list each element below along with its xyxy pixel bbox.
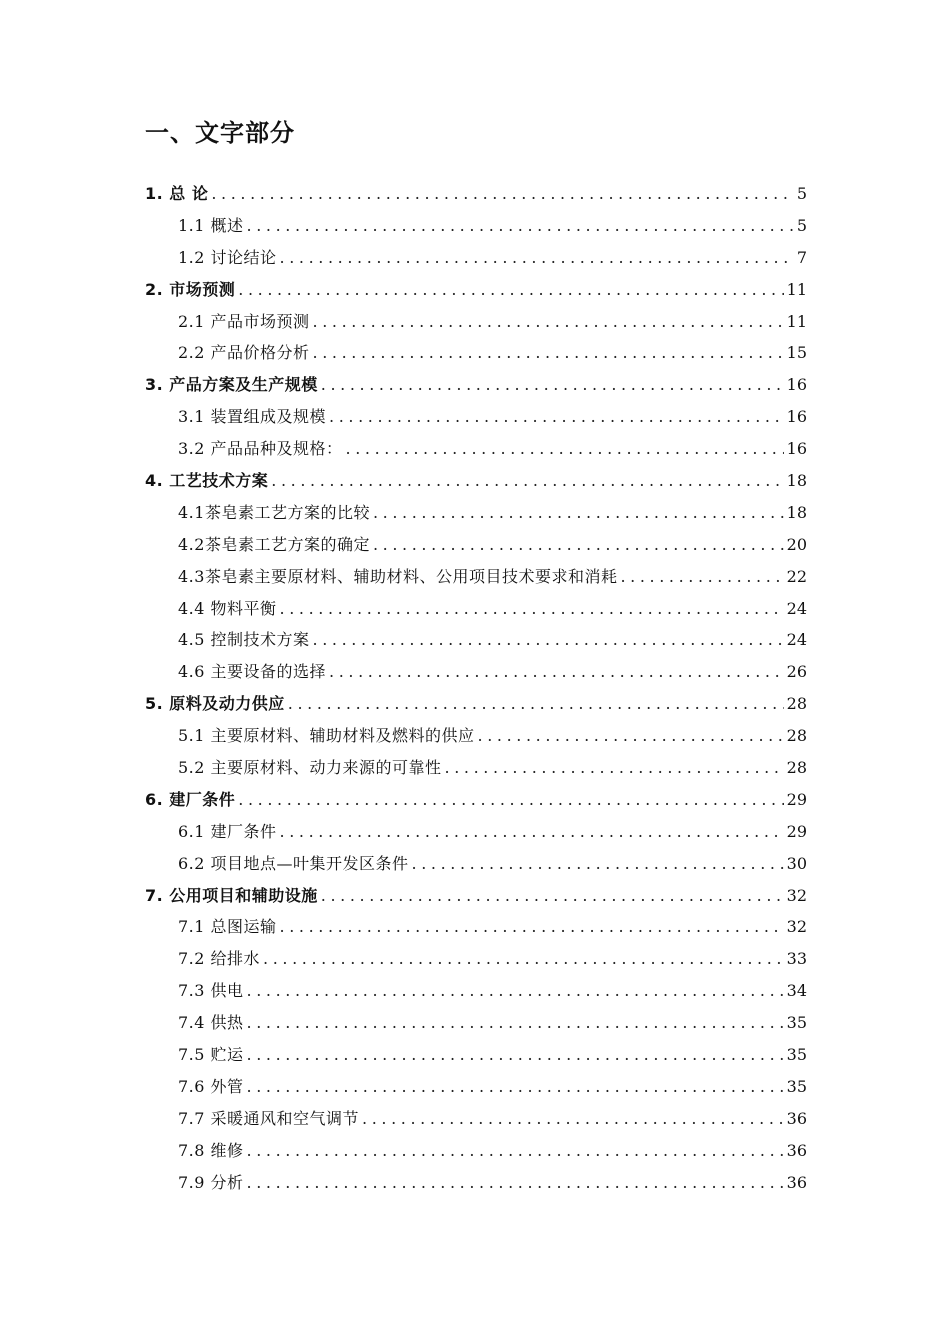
- toc-section-entry[interactable]: [145, 436, 807, 468]
- toc-dot-leader: [321, 375, 784, 394]
- toc-dot-leader: [346, 439, 784, 458]
- toc-dot-leader: [247, 1077, 784, 1096]
- toc-page-number: 16: [786, 375, 807, 395]
- toc-page-number: 7: [796, 247, 807, 267]
- toc-entry-title: 4.1茶皂素工艺方案的比较: [178, 502, 370, 522]
- toc-section-entry[interactable]: [145, 500, 807, 532]
- toc-section-entry[interactable]: [145, 1042, 807, 1074]
- table-of-contents: [145, 181, 807, 1202]
- toc-page-number: 18: [786, 471, 807, 491]
- toc-page-number: 32: [786, 917, 807, 937]
- toc-entry-title: 4.6 主要设备的选择: [178, 662, 327, 682]
- toc-section-entry[interactable]: [145, 564, 807, 596]
- toc-page-number: 35: [786, 1076, 807, 1096]
- toc-dot-leader: [280, 822, 784, 841]
- toc-entry-title: 2.2 产品价格分析: [178, 343, 310, 363]
- section-heading: 一、文字部分: [145, 119, 295, 147]
- toc-entry-title: 5.2 主要原材料、动力来源的可靠性: [178, 758, 442, 778]
- toc-entry-title: 1.1 概述: [178, 215, 244, 235]
- toc-section-entry[interactable]: [145, 1106, 807, 1138]
- toc-entry-title: 7.6 外管: [178, 1076, 244, 1096]
- toc-section-entry[interactable]: [145, 851, 807, 883]
- toc-entry-title: 6. 建厂条件: [145, 789, 236, 809]
- toc-dot-leader: [280, 599, 784, 618]
- toc-entry-title: 3.2 产品品种及规格：: [178, 439, 343, 459]
- toc-section-entry[interactable]: [145, 659, 807, 691]
- toc-dot-leader: [247, 981, 784, 1000]
- toc-dot-leader: [263, 949, 784, 968]
- toc-dot-leader: [362, 1109, 784, 1128]
- toc-dot-leader: [321, 886, 784, 905]
- toc-page-number: 5: [796, 215, 807, 235]
- toc-page-number: 34: [786, 981, 807, 1001]
- toc-page-number: 15: [786, 343, 807, 363]
- toc-entry-title: 6.1 建厂条件: [178, 821, 277, 841]
- toc-dot-leader: [445, 758, 784, 777]
- toc-section-entry[interactable]: [145, 213, 807, 245]
- toc-section-entry[interactable]: [145, 627, 807, 659]
- toc-dot-leader: [329, 407, 784, 426]
- toc-page-number: 28: [786, 694, 807, 714]
- toc-section-entry[interactable]: [145, 340, 807, 372]
- toc-section-entry[interactable]: [145, 1010, 807, 1042]
- toc-dot-leader: [313, 630, 784, 649]
- toc-entry-title: 4.4 物料平衡: [178, 598, 277, 618]
- toc-section-entry[interactable]: [145, 1170, 807, 1202]
- toc-entry-title: 7.3 供电: [178, 981, 244, 1001]
- toc-dot-leader: [329, 662, 784, 681]
- toc-entry-title: 2.1 产品市场预测: [178, 311, 310, 331]
- toc-page-number: 36: [786, 1172, 807, 1192]
- toc-page-number: 36: [786, 1108, 807, 1128]
- toc-page-number: 20: [786, 534, 807, 554]
- toc-page-number: 28: [786, 726, 807, 746]
- toc-dot-leader: [247, 1141, 784, 1160]
- toc-section-entry[interactable]: [145, 596, 807, 628]
- toc-dot-leader: [280, 248, 794, 267]
- toc-dot-leader: [271, 471, 783, 490]
- toc-section-entry[interactable]: [145, 245, 807, 277]
- toc-entry-title: 7.1 总图运输: [178, 917, 277, 937]
- toc-page-number: 29: [786, 821, 807, 841]
- toc-dot-leader: [373, 535, 784, 554]
- toc-entry-title: 6.2 项目地点—叶集开发区条件: [178, 853, 409, 873]
- toc-dot-leader: [211, 184, 793, 203]
- toc-chapter-entry[interactable]: [145, 372, 807, 404]
- toc-page-number: 18: [786, 502, 807, 522]
- toc-entry-title: 7. 公用项目和辅助设施: [145, 885, 318, 905]
- toc-dot-leader: [247, 216, 794, 235]
- toc-entry-title: 3.1 装置组成及规模: [178, 407, 327, 427]
- toc-page-number: 11: [786, 311, 807, 331]
- toc-section-entry[interactable]: [145, 404, 807, 436]
- toc-entry-title: 5.1 主要原材料、辅助材料及燃料的供应: [178, 726, 475, 746]
- toc-entry-title: 7.8 维修: [178, 1140, 244, 1160]
- toc-chapter-entry[interactable]: [145, 883, 807, 915]
- toc-page-number: 5: [796, 184, 807, 203]
- toc-page-number: 28: [786, 758, 807, 778]
- toc-page-number: 29: [786, 789, 807, 809]
- toc-chapter-entry[interactable]: [145, 468, 807, 500]
- toc-entry-title: 1. 总 论: [145, 184, 209, 203]
- toc-entry-title: 4. 工艺技术方案: [145, 471, 269, 491]
- toc-entry-title: 7.5 贮运: [178, 1045, 244, 1065]
- toc-chapter-entry[interactable]: [145, 787, 807, 819]
- toc-page-number: 24: [786, 598, 807, 618]
- toc-chapter-entry[interactable]: [145, 277, 807, 309]
- toc-section-entry[interactable]: [145, 532, 807, 564]
- toc-entry-title: 1.2 讨论结论: [178, 247, 277, 267]
- toc-dot-leader: [247, 1173, 784, 1192]
- toc-section-entry[interactable]: [145, 978, 807, 1010]
- toc-section-entry[interactable]: [145, 755, 807, 787]
- toc-section-entry[interactable]: [145, 1074, 807, 1106]
- toc-dot-leader: [238, 280, 783, 299]
- toc-page-number: 35: [786, 1045, 807, 1065]
- toc-dot-leader: [478, 726, 784, 745]
- toc-page-number: 35: [786, 1013, 807, 1033]
- toc-entry-title: 7.7 采暖通风和空气调节: [178, 1108, 360, 1128]
- toc-dot-leader: [313, 312, 784, 331]
- toc-dot-leader: [247, 1013, 784, 1032]
- toc-page-number: 22: [786, 566, 807, 586]
- toc-page-number: 26: [786, 662, 807, 682]
- toc-dot-leader: [280, 917, 784, 936]
- toc-section-entry[interactable]: [145, 946, 807, 978]
- toc-page-number: 36: [786, 1140, 807, 1160]
- toc-dot-leader: [247, 1045, 784, 1064]
- toc-entry-title: 7.4 供热: [178, 1013, 244, 1033]
- toc-entry-title: 7.2 给排水: [178, 949, 261, 969]
- toc-entry-title: 4.5 控制技术方案: [178, 630, 310, 650]
- toc-page-number: 24: [786, 630, 807, 650]
- toc-entry-title: 4.3茶皂素主要原材料、辅助材料、公用项目技术要求和消耗: [178, 566, 618, 586]
- toc-dot-leader: [373, 503, 784, 522]
- toc-section-entry[interactable]: [145, 723, 807, 755]
- toc-page-number: 32: [786, 885, 807, 905]
- toc-page-number: 30: [786, 853, 807, 873]
- toc-chapter-entry[interactable]: [145, 181, 807, 213]
- toc-chapter-entry[interactable]: [145, 691, 807, 723]
- toc-dot-leader: [412, 854, 784, 873]
- toc-page-number: 33: [786, 949, 807, 969]
- toc-page-number: 16: [786, 439, 807, 459]
- toc-dot-leader: [288, 694, 784, 713]
- toc-entry-title: 3. 产品方案及生产规模: [145, 375, 318, 395]
- toc-dot-leader: [313, 343, 784, 362]
- toc-dot-leader: [238, 790, 783, 809]
- toc-entry-title: 5. 原料及动力供应: [145, 694, 285, 714]
- toc-section-entry[interactable]: [145, 914, 807, 946]
- toc-section-entry[interactable]: [145, 819, 807, 851]
- toc-section-entry[interactable]: [145, 1138, 807, 1170]
- toc-entry-title: 7.9 分析: [178, 1172, 244, 1192]
- toc-page-number: 11: [786, 279, 807, 299]
- toc-dot-leader: [620, 567, 783, 586]
- toc-entry-title: 2. 市场预测: [145, 279, 236, 299]
- toc-section-entry[interactable]: [145, 309, 807, 341]
- toc-page-number: 16: [786, 407, 807, 427]
- toc-entry-title: 4.2茶皂素工艺方案的确定: [178, 534, 370, 554]
